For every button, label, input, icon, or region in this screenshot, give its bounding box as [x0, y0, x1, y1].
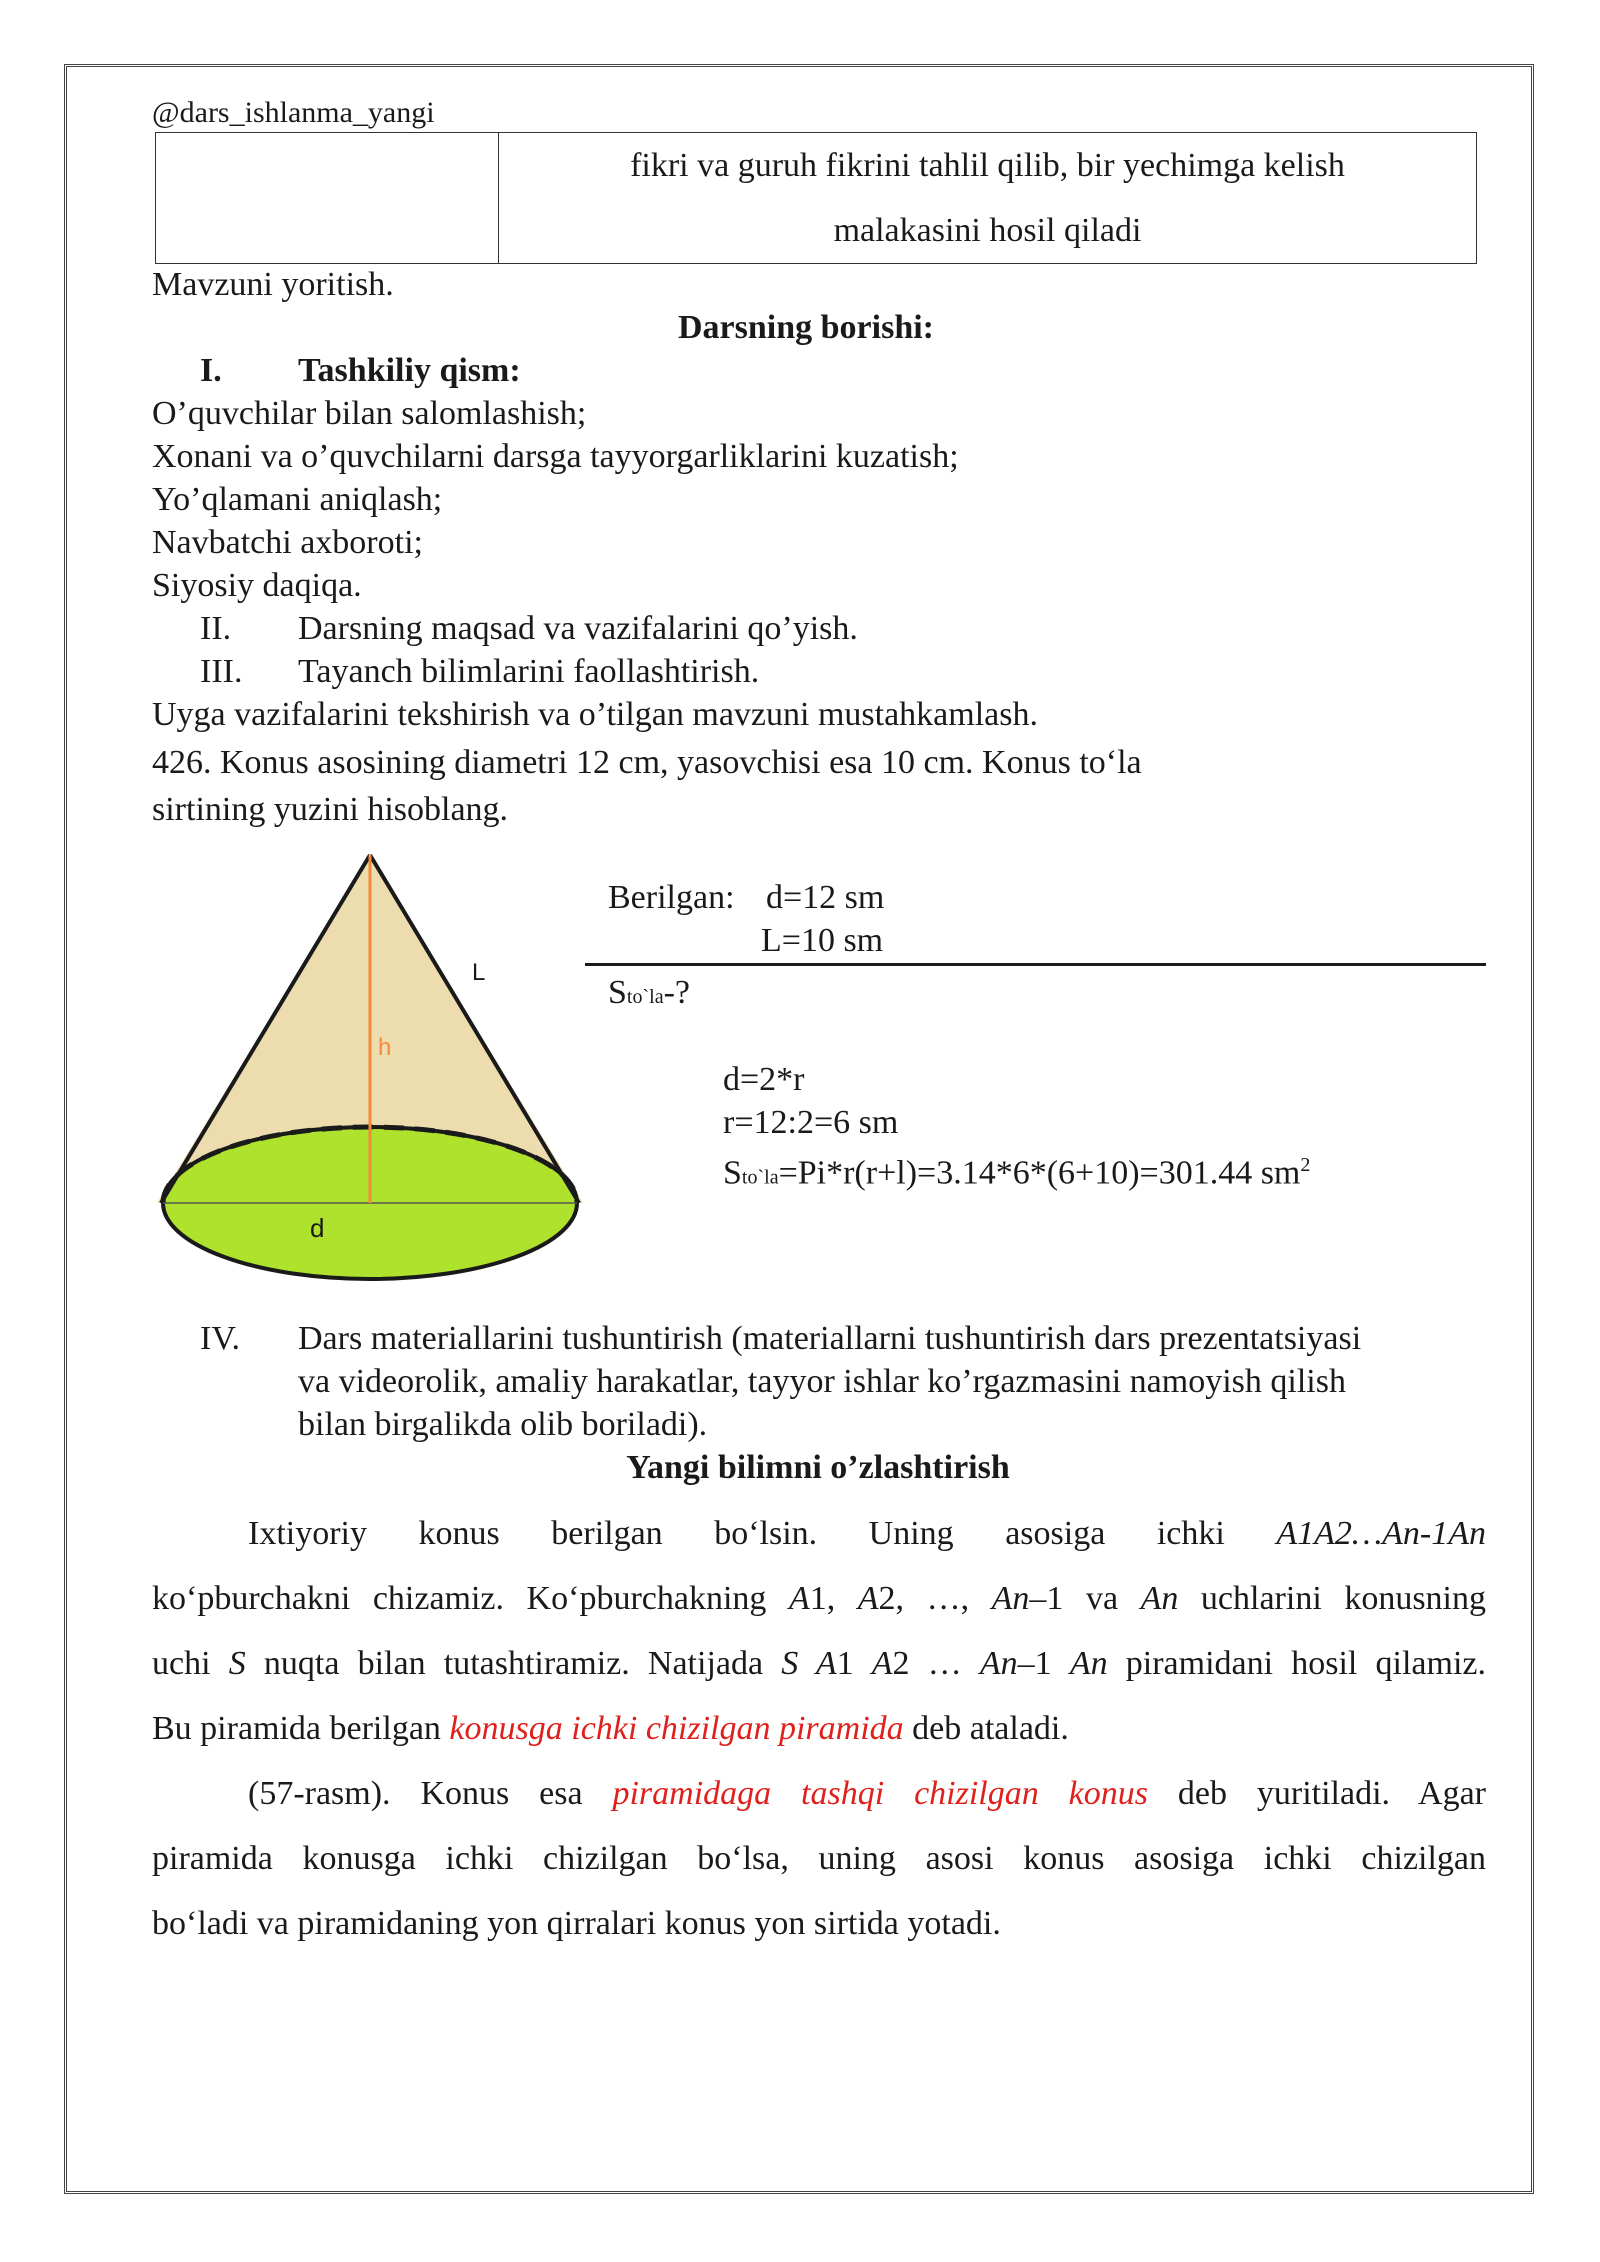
intro-text: Mavzuni yoritish. [152, 266, 394, 303]
math-run: S [228, 1645, 246, 1682]
section-4-line-3: bilan birgalikda olib boriladi). [298, 1406, 708, 1443]
math-run: A [857, 1580, 879, 1617]
given-label: Berilgan: [608, 879, 735, 916]
section-2-number: II. [200, 610, 232, 647]
text-run: deb yuritiladi. Agar [1177, 1775, 1487, 1812]
section-1-number: I. [200, 352, 222, 389]
section-4-number: IV. [200, 1320, 240, 1357]
math-run: A [871, 1645, 893, 1682]
given-l: L=10 sm [761, 922, 884, 959]
polygon-notation: A1A2…An-1An [1276, 1515, 1486, 1552]
text-run: piramidani hosil qilamiz. [1107, 1645, 1487, 1682]
label-l: L [472, 959, 486, 986]
text-run: –1 [1017, 1645, 1070, 1682]
section-1-title: Tashkiliy qism: [298, 352, 521, 389]
solution-s: S [723, 1154, 742, 1192]
label-h: h [378, 1034, 392, 1061]
solution-superscript: 2 [1300, 1154, 1311, 1176]
math-run: A [788, 1580, 810, 1617]
table-text-cell [499, 133, 1477, 264]
paragraph-2-line-1 [248, 1772, 1486, 1815]
text-run: nuqta bilan tutashtiramiz. Natijada [245, 1645, 782, 1682]
text-run: 1, [809, 1580, 858, 1617]
emphasis-circumscribed-cone: piramidaga tashqi chizilgan konus [612, 1775, 1148, 1812]
solution-line-2: r=12:2=6 sm [723, 1104, 899, 1141]
math-run: An [979, 1645, 1018, 1682]
lesson-title: Darsning borishi: [678, 309, 934, 346]
paragraph-1-line-3 [152, 1642, 1486, 1685]
table-line-2: malakasini hosil qiladi [833, 212, 1142, 249]
given-divider [585, 963, 1486, 966]
text-run: ko‘pburchakni chizamiz. Ko‘pburchakning [152, 1580, 789, 1617]
section-1-item: O’quvchilar bilan salomlashish; [152, 395, 587, 432]
homework-check: Uyga vazifalarini tekshirish va o’tilgan mavzuni mustahkamlash. [152, 696, 1038, 733]
section-4-line-1: Dars materiallarini tushuntirish (materiallarni tushuntirish dars prezentatsiyasi [298, 1320, 1362, 1357]
given-d: d=12 sm [766, 879, 885, 916]
emphasis-inscribed-pyramid: konusga ichki chizilgan piramida [449, 1710, 904, 1747]
label-d: d [310, 1213, 325, 1243]
text-run: Bu piramida berilgan [152, 1710, 450, 1747]
problem-line-2: sirtining yuzini hisoblang. [152, 791, 509, 828]
math-run: An [1069, 1645, 1108, 1682]
new-knowledge-title: Yangi bilimni o’zlashtirish [626, 1449, 1010, 1486]
find-target [608, 971, 690, 1019]
text-run: deb ataladi. [903, 1710, 1069, 1747]
section-1-item: Navbatchi axboroti; [152, 524, 423, 561]
section-2-title: Darsning maqsad va vazifalarini qo’yish. [298, 610, 858, 647]
section-3-number: III. [200, 653, 243, 690]
math-run: An [991, 1580, 1030, 1617]
section-4-line-2: va videorolik, amaliy harakatlar, tayyor ishlar ko’rgazmasini namoyish qilish [298, 1363, 1346, 1400]
paragraph-1-line-1-text: Ixtiyoriy konus berilgan bo‘lsin. Uning asosiga ichki [248, 1515, 1225, 1552]
text-run: –1 va [1029, 1580, 1141, 1617]
problem-line-1: 426. Konus asosining diametri 12 cm, yasovchisi esa 10 cm. Konus to‘la [152, 744, 1142, 781]
objectives-table [155, 132, 1477, 264]
text-run: 2 … [892, 1645, 980, 1682]
text-run: 1 [836, 1645, 872, 1682]
paragraph-1-line-1 [248, 1512, 1486, 1555]
solution-subscript: to`la [741, 1166, 779, 1189]
paragraph-2-line-2: piramida konusga ichki chizilgan bo‘lsa, uning asosi konus asosiga ichki chizilgan [152, 1840, 1486, 1877]
cone-figure [150, 840, 590, 1290]
section-1-item: Siyosiy daqiqa. [152, 567, 362, 604]
find-question: -? [663, 974, 690, 1011]
math-run: S A [781, 1645, 837, 1682]
text-run: uchi [152, 1645, 229, 1682]
section-1-item: Xonani va o’quvchilarni darsga tayyorgarliklarini kuzatish; [152, 438, 959, 475]
solution-line-3 [723, 1144, 1310, 1199]
table-line-1: fikri va guruh fikrini tahlil qilib, bir yechimga kelish [630, 147, 1345, 184]
section-1-item: Yo’qlamani aniqlash; [152, 481, 443, 518]
table-empty-cell [156, 133, 499, 264]
paragraph-1-line-2 [152, 1577, 1486, 1620]
paragraph-2-line-3: bo‘ladi va piramidaning yon qirralari konus yon sirtida yotadi. [152, 1905, 1001, 1942]
math-run: An [1140, 1580, 1179, 1617]
text-run: uchlarini konusning [1178, 1580, 1486, 1617]
section-3-title: Tayanch bilimlarini faollashtirish. [298, 653, 760, 690]
text-run: 2, …, [878, 1580, 992, 1617]
solution-formula: =Pi*r(r+l)=3.14*6*(6+10)=301.44 sm [778, 1154, 1301, 1192]
find-subscript: to`la [626, 986, 664, 1008]
watermark: @dars_ishlanma_yangi [152, 96, 435, 129]
paragraph-1-line-4 [152, 1707, 1069, 1750]
text-run: (57-rasm). Konus esa [248, 1775, 583, 1812]
find-s: S [608, 974, 627, 1011]
solution-line-1: d=2*r [723, 1061, 805, 1098]
